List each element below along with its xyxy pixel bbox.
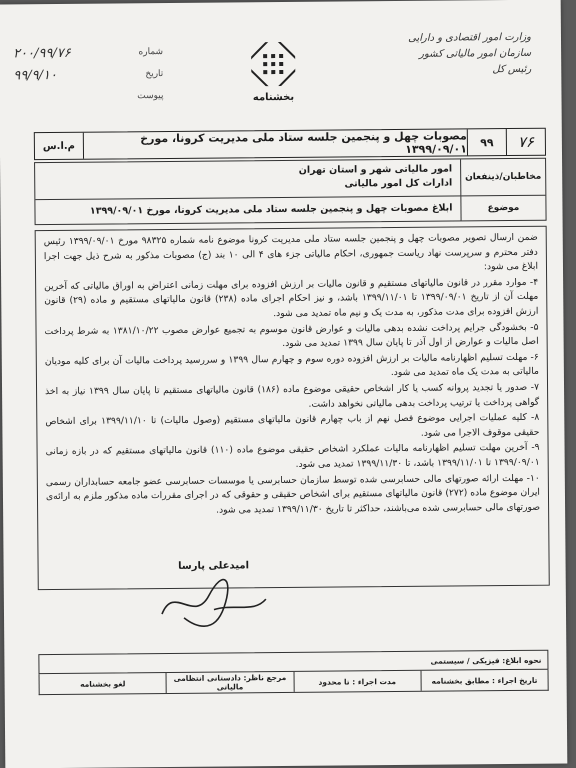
cancelled-circulars: لغو بخشنامه <box>80 678 126 689</box>
addressee-line: ادارات کل امور مالیاتی <box>344 177 453 190</box>
addressee-label: مخاطبان/ذینفعان <box>460 159 545 196</box>
head-title-line: رئیس کل <box>492 63 532 76</box>
circular-header <box>34 128 546 160</box>
addressee-list <box>35 159 460 199</box>
body-paragraph: ۷- صدور یا تجدید پروانه کسب یا کار اشخاص حقیقی موضوع ماده (۱۸۶) قانون مالیاتهای مستقیم تا پایان سال ۱۳۹۹ نیاز به اخذ گواهی پرداخت یا ترتیب پرداخت بدهی مالیاتی نخواهد داشت. <box>45 381 540 410</box>
number-value: ۲۰۰/۹۹/۷۶ <box>13 45 71 61</box>
body-paragraph: ۱۰- مهلت ارائه صورتهای مالی حسابرسی شده توسط سازمان حسابرسی یا موسسات حسابرسی عضو جامعه حسابداران رسمی ایران موضوع ماده (۲۷۲) قانون مالیاتهای مستقیم برای اشخاص حقیقی و حقوقی که در اجرای مقررات ماده مذکور ملزم به ارائه‌ی صورتهای مالی حسابرسی شده می‌باشند، حداکثر تا تاریخ ۱۳۹۹/۱۱/۳۰ تمدید می شود. <box>45 472 541 516</box>
body-paragraph: ۹- آخرین مهلت تسلیم اظهارنامه مالیات عملکرد اشخاص حقیقی موضوع ماده (۱۱۰) قانون مالیاتهای مستقیم که در بازه زمانی ۱۳۹۹/۰۹/۰۱ تا ۱۳۹۹/۱۱/۰۱ باشد، تا ۱۳۹۹/۱۱/۳۰ تمدید می شود. <box>45 442 540 470</box>
notification-method: نحوه ابلاغ: فیزیکی / سیستمی <box>430 655 542 666</box>
body-paragraph: ۸- کلیه عملیات اجرایی موضوع فصل نهم از باب چهارم قانون مالیاتهای مستقیم (وصول مالیات) تا ۱۳۹۹/۱۱/۱۰ برای اشخاص حقیقی موقوف الاجرا می شود. <box>45 411 540 439</box>
subject-text: ابلاغ مصوبات چهل و پنجمین جلسه ستاد ملی مدیریت کرونا، مورخ ۱۳۹۹/۰۹/۰۱ <box>89 202 453 217</box>
ministry-letterhead <box>381 30 531 79</box>
subject-label: موضوع <box>460 196 545 221</box>
addressee-table <box>34 158 547 225</box>
execution-date: تاریخ اجراء : مطابق بخشنامه <box>420 670 547 691</box>
circular-code: م.ا.س <box>42 140 76 152</box>
body-paragraph: ۵- بخشودگی جرایم پرداخت نشده بدهی مالیات و عوارض قانون موسوم به تجمیع عوارض مصوب ۱۳۸۱/۱۰/۲۲ به شرط پرداخت اصل مالیات و عوارض از اول آذر تا پایان سال ۱۳۹۹ تمدید می شود. <box>44 321 539 350</box>
emblem-icon <box>251 42 295 86</box>
body-paragraph: ۴- موارد مقرر در قانون مالیاتهای مستقیم و قانون مالیات بر ارزش افزوده برای مهلت زمانی اعتراض به اوراق مالیاتی که آخرین مهلت آن از تاریخ ۱۳۹۹/۰۹/۰۱ تا ۱۳۹۹/۱۱/۰۱ باشد، و نیز احکام اجرای ماده (۲۳۸) قانون مالیاتهای مستقیم و ماده (۲۹) قانون ارزش افزوده برای مدت مذکور، به مدت یک و نیم ماه تمدید می شود. <box>44 276 539 320</box>
signature-icon <box>154 573 274 630</box>
date-label: تاریخ <box>145 69 164 80</box>
number-label: شماره <box>138 47 164 58</box>
attachment-label: پیوست <box>137 91 164 102</box>
circular-year: ۹۹ <box>467 129 506 155</box>
supervisory-authority: مرجع ناظر: دادستانی انتظامی مالیاتی <box>166 672 293 693</box>
date-value: ۹۹/۹/۱۰ <box>13 67 58 83</box>
footer-table <box>38 650 548 695</box>
circular-subject-title: مصوبات چهل و پنجمین جلسه ستاد ملی مدیریت کرونا، مورخ ۱۳۹۹/۰۹/۰۱ <box>83 129 467 158</box>
circular-title: بخشنامه <box>252 91 295 104</box>
letter-meta <box>13 41 164 108</box>
signatory-name: امیدعلی پارسا <box>178 560 250 572</box>
addressee-line: امور مالیاتی شهر و استان تهران <box>298 163 453 176</box>
signature-block <box>154 560 275 630</box>
body-paragraph: ضمن ارسال تصویر مصوبات چهل و پنجمین جلسه ستاد ملی مدیریت کرونا موضوع نامه شماره ۹۸۳۲۵ مورخ ۱۳۹۹/۰۹/۰۱ رئیس دفتر محترم و سرپرست نهاد ریاست جمهوری، احکام مالیاتی جزء های ۴ الی ۱۰ بند (ج) مصوبات مذکور به شرح ذیل جهت اجرا ابلاغ می شود: <box>43 231 539 273</box>
organization-line: سازمان امور مالیاتی کشور <box>419 47 532 60</box>
circular-body <box>35 226 550 590</box>
circular-number: ۷۶ <box>506 129 545 155</box>
body-paragraph: ۶- مهلت تسلیم اظهارنامه مالیات بر ارزش افزوده دوره سوم و چهارم سال ۱۳۹۹ و سررسید پرداخت مالیات آن برای کلیه مودیان مالیاتی به مدت یک ماه تمدید می شود. <box>44 351 539 379</box>
logo <box>243 42 304 104</box>
execution-period: مدت اجراء : تا محدود <box>293 671 420 692</box>
ministry-line: وزارت امور اقتصادی و دارایی <box>408 31 532 44</box>
